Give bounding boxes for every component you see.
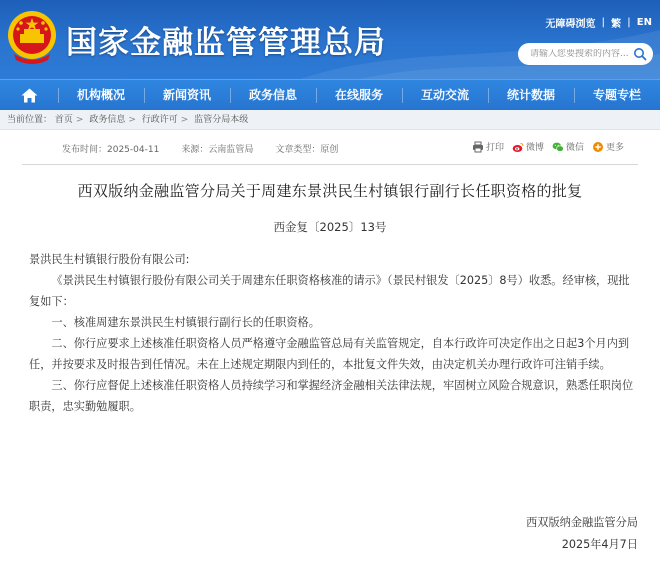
weibo-share-button[interactable] [512,140,544,153]
article-source: 来源：云南监管局 [181,145,254,155]
breadcrumb-government-info[interactable]: 政务信息 [89,115,126,125]
print-label: 打印 [485,143,504,153]
article-title: 西双版纳金融监管分局关于周建东景洪民生村镇银行副行长任职资格的批复 [77,182,583,200]
article-meta-bar [22,136,638,165]
site-header [0,0,660,79]
signature-date: 2025年4月7日 [561,538,638,551]
english-link[interactable]: EN [636,17,652,28]
breadcrumb-administrative-license[interactable]: 行政许可 [141,115,178,125]
signature-organization: 西双版纳金融监管分局 [526,516,638,529]
accessibility-link[interactable]: 无障碍浏览 [545,19,596,30]
search-box [518,43,653,65]
nav-item-about[interactable]: 机构概况 [58,80,144,111]
nav-home[interactable] [0,80,58,111]
document-number: 西金复〔2025〕13号 [273,220,387,234]
search-input[interactable] [530,49,630,59]
search-icon[interactable] [633,47,647,61]
site-title[interactable]: 国家金融监管管理总局 [66,25,386,61]
top-links [545,15,652,30]
traditional-chinese-link[interactable]: 繁 [611,19,622,30]
nav-item-special-topics[interactable]: 专题专栏 [574,80,660,111]
home-icon [21,88,38,103]
nav-item-online-services[interactable]: 在线服务 [316,80,402,111]
article-body [29,249,638,417]
publish-time: 发布时间：2025-04-11 [62,145,160,155]
body-paragraph: 《景洪民生村镇银行股份有限公司关于周建东任职资格核准的请示》（景民村银发〔2025〕8号）收悉。经审核，现批复如下： [29,274,630,308]
breadcrumb-branch-level[interactable]: 监管分局本级 [194,115,249,125]
breadcrumb-separator: > [180,115,189,125]
print-button[interactable] [472,140,504,153]
breadcrumb-separator: > [75,115,84,125]
body-paragraph: 三、你行应督促上述核准任职资格人员持续学习和掌握经济金融相关法律法规，牢固树立风险合规意识，熟悉任职岗位职责，忠实勤勉履职。 [29,379,634,413]
breadcrumb-prefix: 当前位置： [7,115,53,125]
more-label: 更多 [605,143,624,153]
nav-item-government-info[interactable]: 政务信息 [230,80,316,111]
body-paragraph: 一、核准周建东景洪民生村镇银行副行长的任职资格。 [51,316,320,329]
nav-item-interaction[interactable]: 互动交流 [402,80,488,111]
article-meta [62,142,338,155]
link-separator: | [601,17,606,28]
breadcrumb-separator: > [128,115,136,125]
wechat-icon [552,141,564,153]
share-tools [472,140,624,153]
more-share-button[interactable] [592,140,624,153]
wechat-label: 微信 [565,143,584,153]
breadcrumb [0,110,660,130]
printer-icon [472,141,484,153]
article-type: 文章类型：原创 [275,145,339,155]
weibo-label: 微博 [525,143,544,153]
wechat-share-button[interactable] [552,140,584,153]
weibo-icon [512,141,524,153]
link-separator: | [627,17,631,28]
nav-item-statistics[interactable]: 统计数据 [488,80,574,111]
nav-item-news[interactable]: 新闻资讯 [144,80,230,111]
main-nav [0,79,660,110]
national-emblem-icon [6,8,58,66]
addressee: 景洪民生村镇银行股份有限公司: [29,253,190,266]
more-share-icon [592,141,604,153]
breadcrumb-home[interactable]: 首页 [54,115,73,125]
body-paragraph: 二、你行应要求上述核准任职资格人员严格遵守金融监管总局有关监管规定，自本行政许可决定作出之日起3个月内到任，并按要求及时报告到任情况。未在上述规定期限内到任的，本批复文件失效，由决定机关办理行政许可注销手续。 [29,337,630,371]
